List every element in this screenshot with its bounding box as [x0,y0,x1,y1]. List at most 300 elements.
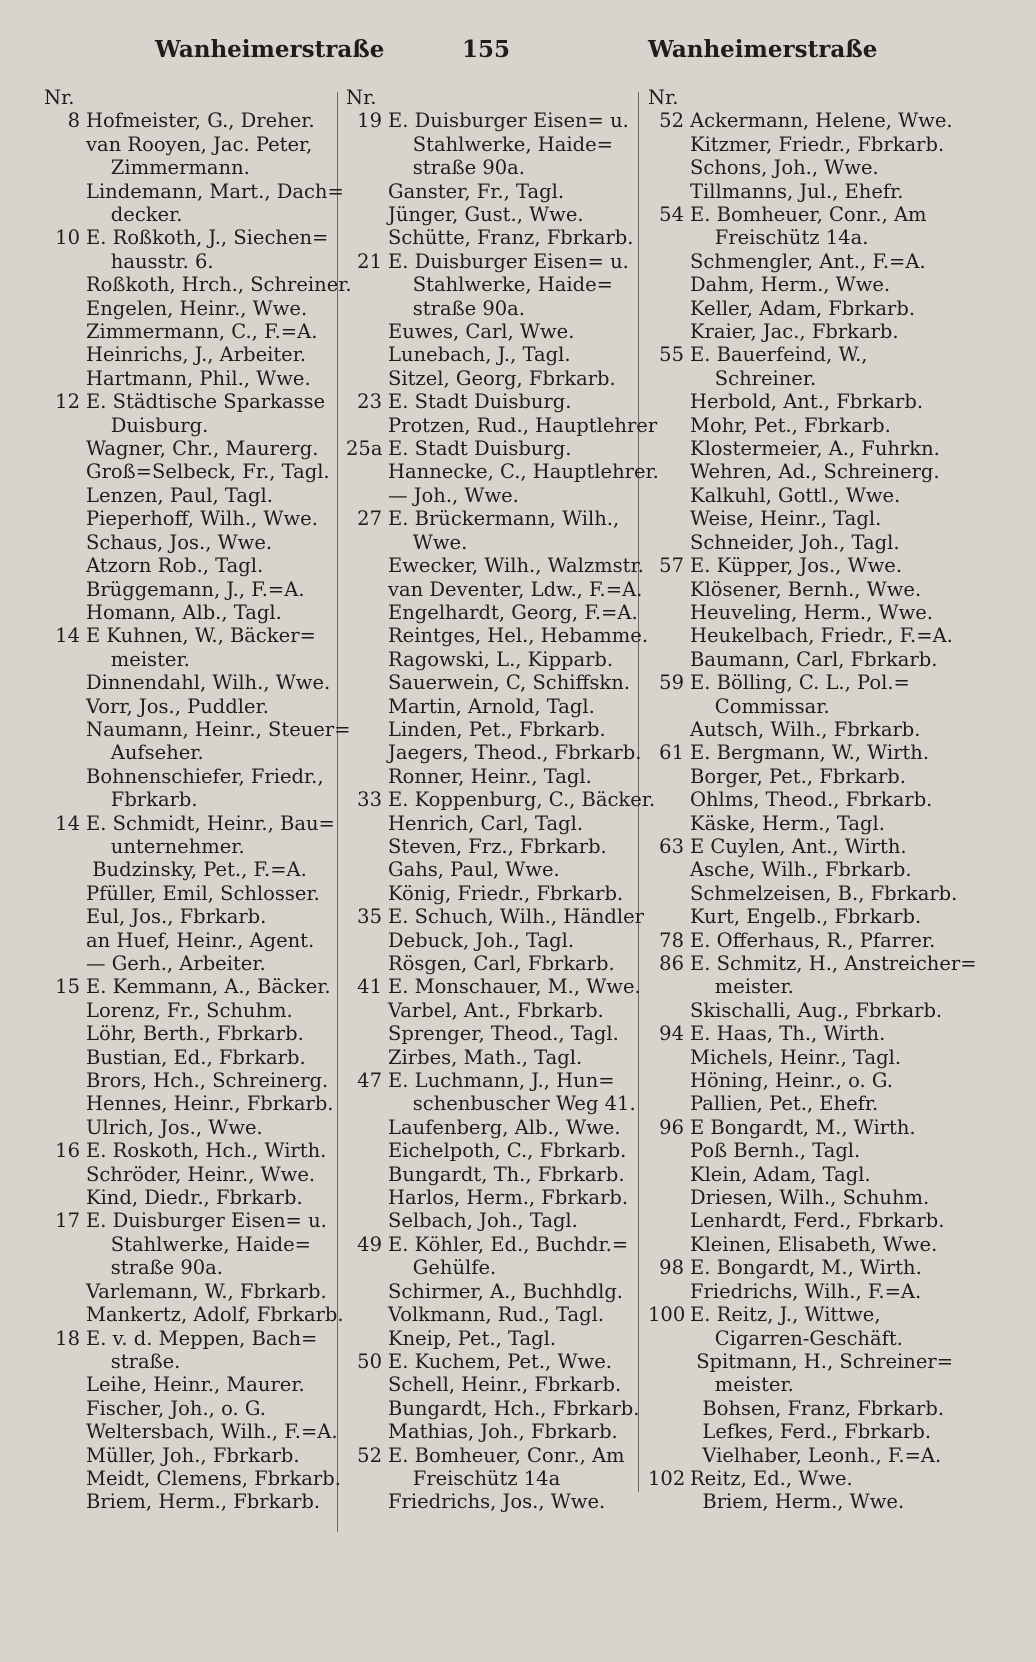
house-number [346,695,388,718]
directory-entry [648,1443,942,1467]
directory-entry [44,1466,341,1490]
resident-entry: Bungardt, Th., Fbrkarb. [388,1162,625,1186]
resident-entry: an Huef, Heinr., Agent. [86,928,315,952]
house-number: 14 [55,624,80,648]
directory-entry [346,1420,636,1443]
resident-entry: Klostermeier, A., Fuhrkn. [690,437,940,461]
resident-entry: Schreiner. [690,366,817,390]
directory-entry [346,624,649,648]
directory-entry [44,975,336,998]
resident-entry: Asche, Wilh., Fbrkarb. [690,858,912,882]
house-number [648,180,690,203]
house-number [648,1373,690,1396]
resident-entry: Budzinsky, Pet., F.=A. [86,858,307,882]
resident-entry: Schmengler, Ant., F.=A. [690,249,926,273]
resident-entry: meister. [690,975,794,999]
house-number [44,1444,86,1467]
directory-entry [44,1046,336,1069]
resident-entry: Selbach, Joh., Tagl. [388,1209,578,1233]
house-number: 47 [357,1069,382,1093]
directory-entry [44,390,336,413]
house-number: 14 [55,811,80,835]
house-number [44,414,86,437]
resident-entry: E. Roskoth, Hch., Wirth. [86,1139,327,1163]
house-number: 49 [357,1232,382,1256]
directory-entry [346,788,656,812]
house-number [346,1256,388,1279]
resident-entry: Hartmann, Phil., Wwe. [86,366,311,390]
resident-entry: Homann, Alb., Tagl. [86,600,282,624]
directory-entry [346,203,636,226]
resident-entry: Aufseher. [86,741,204,765]
resident-entry: Kleinen, Elisabeth, Wwe. [690,1232,938,1256]
directory-entry [44,367,336,390]
resident-entry: Kneip, Pet., Tagl. [388,1326,557,1350]
directory-entry [346,999,636,1022]
resident-entry: Reitz, Ed., Wwe. [690,1466,853,1490]
directory-entry [346,929,636,952]
resident-entry: hausstr. 6. [86,249,214,273]
house-number [648,765,690,788]
house-number: 100 [648,1303,686,1327]
resident-entry: Pieperhoff, Wilh., Wwe. [86,507,318,531]
house-number [44,1397,86,1420]
resident-entry: Lenhardt, Ferd., Fbrkarb. [690,1209,945,1233]
directory-entry [346,671,636,694]
resident-entry: E. Duisburger Eisen= u. [388,249,629,273]
directory-entry [44,882,336,905]
house-number [648,414,690,437]
resident-entry: Michels, Heinr., Tagl. [690,1045,902,1069]
house-number [346,1373,388,1396]
resident-entry: Kitzmer, Friedr., Fbrkarb. [690,132,945,156]
house-number: 12 [55,390,80,414]
directory-entry [346,109,636,132]
resident-entry: Herbold, Ant., Fbrkarb. [690,390,924,414]
resident-entry: E. Haas, Th., Wirth. [690,1022,886,1046]
resident-entry: Wehren, Ad., Schreinerg. [690,460,940,484]
resident-entry: meister. [86,647,190,671]
column-number-label: Nr. [44,86,75,109]
resident-entry: E. Offerhaus, R., Pfarrer. [690,928,936,952]
resident-entry: Löhr, Berth., Fbrkarb. [86,1022,304,1046]
house-number [648,788,690,811]
directory-entry [44,1209,336,1232]
house-number [44,554,86,577]
directory-entry [346,320,636,343]
directory-entry [346,1490,636,1513]
resident-entry: Spitmann, H., Schreiner= [690,1349,954,1373]
directory-entry [44,1116,336,1139]
house-number [44,1046,86,1069]
directory-entry [44,1139,336,1162]
directory-entry [44,484,336,507]
house-number [44,1116,86,1139]
directory-entry [648,998,943,1022]
resident-entry: Weise, Heinr., Tagl. [690,507,882,531]
resident-entry: straße 90a. [86,1256,223,1280]
resident-entry: Debuck, Joh., Tagl. [388,928,575,952]
house-number [648,1092,690,1115]
resident-entry: E. Bauerfeind, W., [690,343,868,367]
resident-entry: Hannecke, C., Hauptlehrer. [388,460,659,484]
resident-entry: E. Kemmann, A., Bäcker. [86,975,331,999]
house-number [346,133,388,156]
directory-entry [648,180,938,203]
house-number [648,601,690,624]
directory-entry [346,156,636,179]
resident-entry: E. Schmidt, Heinr., Bau= [86,811,335,835]
resident-entry: Eul, Jos., Fbrkarb. [86,905,267,929]
directory-entry [648,1163,938,1186]
resident-entry: Sprenger, Theod., Tagl. [388,1022,619,1046]
house-number: 102 [648,1466,686,1490]
directory-entry [346,1396,640,1420]
resident-entry: Mankertz, Adolf, Fbrkarb. [86,1303,344,1327]
house-number [44,273,86,296]
directory-entry [44,835,336,858]
house-number [44,367,86,390]
house-number [44,718,86,741]
house-number [44,133,86,156]
directory-entry [44,601,336,624]
resident-entry: Freischütz 14a. [690,226,869,250]
resident-entry: Heukelbach, Friedr., F.=A. [690,624,953,648]
resident-entry: Heinrichs, J., Arbeiter. [86,343,307,367]
house-number [648,1046,690,1069]
resident-entry: Zirbes, Math., Tagl. [388,1045,583,1069]
directory-entry [346,1046,636,1069]
house-number [44,788,86,811]
directory-entry [346,1139,636,1162]
directory-entry [648,578,938,601]
house-number [44,835,86,858]
resident-entry: Schneider, Joh., Tagl. [690,530,900,554]
directory-entry [648,905,938,928]
resident-entry: König, Friedr., Fbrkarb. [388,881,624,905]
resident-entry: Martin, Arnold, Tagl. [388,694,595,718]
directory-entry [44,1350,336,1373]
resident-entry: Henrich, Carl, Tagl. [388,811,584,835]
resident-entry: Engelhardt, Georg, F.=A. [388,600,638,624]
house-number [44,203,86,226]
house-number: 33 [357,788,382,812]
resident-entry: E. Koppenburg, C., Bäcker. [388,788,656,812]
directory-entry [346,554,644,578]
house-number [346,929,388,952]
house-number [44,437,86,460]
resident-entry: Fbrkarb. [86,788,198,812]
directory-entry [648,718,938,741]
house-number [648,1327,690,1350]
directory-entry [648,601,938,624]
house-number [44,695,86,718]
house-number [648,226,690,249]
directory-entry [648,812,938,835]
house-number [44,1092,86,1115]
directory-entry [346,1350,636,1373]
resident-entry: E. Duisburger Eisen= u. [388,109,629,133]
house-number [44,1163,86,1186]
directory-entry [44,648,336,671]
house-number [44,952,86,975]
resident-entry: Stahlwerke, Haide= [388,273,613,297]
resident-entry: Kurt, Engelb., Fbrkarb. [690,905,922,929]
resident-entry: E Cuylen, Ant., Wirth. [690,834,907,858]
resident-entry: Vorr, Jos., Puddler. [86,694,269,718]
column-number-label: Nr. [346,86,377,109]
directory-entry [346,460,659,484]
directory-entry [346,297,636,320]
resident-entry: Tillmanns, Jul., Ehefr. [690,179,904,203]
resident-entry: Schaus, Jos., Wwe. [86,530,273,554]
house-number [346,273,388,296]
directory-entry [648,109,953,133]
directory-entry [346,1256,636,1279]
house-number [648,1139,690,1162]
house-number: 19 [357,109,382,133]
directory-entry [44,1233,336,1256]
house-number [346,1186,388,1209]
directory-entry [346,1163,636,1186]
resident-entry: Driesen, Wilh., Schuhm. [690,1186,930,1210]
directory-entry [44,1163,336,1186]
house-number: 8 [67,109,80,133]
directory-entry [44,203,336,226]
directory-entry [346,1069,636,1092]
house-number: 96 [659,1115,684,1139]
house-number: 17 [55,1209,80,1233]
resident-entry: Friedrichs, Jos., Wwe. [388,1490,606,1514]
house-number [648,1233,690,1256]
resident-entry: E. Bölling, C. L., Pol.= [690,671,910,695]
directory-entry [648,952,977,976]
house-number: 41 [357,975,382,999]
resident-entry: Sauerwein, C, Schiffskn. [388,671,630,695]
directory-entry [648,484,938,507]
directory-entry [44,858,336,881]
resident-entry: Friedrichs, Wilh., F.=A. [690,1279,922,1303]
directory-entry [346,601,636,624]
house-number [44,648,86,671]
resident-entry: Keller, Adam, Fbrkarb. [690,296,916,320]
house-number [44,156,86,179]
house-number: 10 [55,226,80,250]
house-number [648,1350,690,1373]
directory-entry [648,367,938,390]
directory-entry [648,648,938,671]
resident-entry: van Deventer, Ldw., F.=A. [388,577,643,601]
directory-entry [44,1022,336,1045]
directory-entry [44,578,336,601]
house-number [44,601,86,624]
directory-entry [648,437,938,460]
house-number: 55 [659,343,684,367]
resident-entry: Groß=Selbeck, Fr., Tagl. [86,460,330,484]
directory-entry [44,1490,336,1513]
resident-entry: Roßkoth, Hrch., Schreiner. [86,273,352,297]
directory-entry [346,437,636,460]
resident-entry: E. Kuchem, Pet., Wwe. [388,1349,612,1373]
house-number [346,624,388,647]
resident-entry: Varlemann, W., Fbrkarb. [86,1279,327,1303]
directory-entry [648,203,938,226]
directory-entry [648,1092,938,1115]
directory-entry [44,1420,336,1443]
directory-entry [346,975,641,999]
directory-entry [648,624,953,648]
resident-entry: Stahlwerke, Haide= [388,132,613,156]
directory-entry [648,297,938,320]
house-number [44,320,86,343]
resident-entry: Schütte, Franz, Fbrkarb. [388,226,634,250]
directory-entry [44,1397,336,1420]
resident-entry: Lindemann, Mart., Dach= [86,179,344,203]
resident-entry: Müller, Joh., Fbrkarb. [86,1443,300,1467]
directory-entry [648,858,938,881]
directory-entry [346,507,636,530]
house-number [44,1373,86,1396]
house-number [346,1490,388,1513]
resident-entry: E. Städtische Sparkasse [86,390,326,414]
directory-entry [346,1373,636,1396]
resident-entry: Klein, Adam, Tagl. [690,1162,871,1186]
house-number: 25a [346,437,383,461]
house-number [44,905,86,928]
resident-entry: E. Bomheuer, Conr., Am [388,1443,625,1467]
house-number: 52 [357,1443,382,1467]
resident-entry: Kind, Diedr., Fbrkarb. [86,1186,303,1210]
directory-entry [44,226,336,249]
house-number [44,484,86,507]
header-street-right: Wanheimerstraße [648,36,878,63]
directory-entry [648,671,938,694]
house-number [346,1046,388,1069]
house-number: 21 [357,249,382,273]
resident-entry: Briem, Herm., Wwe. [690,1490,905,1514]
house-number [648,507,690,530]
directory-entry [346,1022,636,1045]
directory-entry [648,1303,938,1326]
directory-entry [346,882,636,905]
resident-entry: Leihe, Heinr., Maurer. [86,1373,305,1397]
directory-entry [648,788,938,811]
house-number [346,765,388,788]
resident-entry: unternehmer. [86,834,245,858]
resident-entry: E. Brückermann, Wilh., [388,507,620,531]
directory-entry [44,1256,336,1279]
page-number: 155 [462,36,511,63]
house-number [44,1467,86,1490]
resident-entry: Euwes, Carl, Wwe. [388,320,575,344]
house-number [648,1490,690,1513]
house-number [346,1280,388,1303]
house-number [648,882,690,905]
house-number [44,1490,86,1513]
directory-entry [44,999,336,1022]
house-number [44,765,86,788]
resident-entry: Ackermann, Helene, Wwe. [690,109,953,133]
house-number [44,1233,86,1256]
directory-entry [346,718,636,741]
directory-entry [648,975,938,998]
directory-entry [44,1303,344,1327]
resident-entry: E. Roßkoth, J., Siechen= [86,226,329,250]
resident-entry: Schmelzeisen, B., Fbrkarb. [690,881,958,905]
directory-entry [44,109,336,132]
house-number [648,718,690,741]
resident-entry: Atzorn Rob., Tagl. [86,554,264,578]
house-number [346,460,388,483]
house-number [648,1163,690,1186]
directory-entry [44,531,336,554]
house-number [346,882,388,905]
resident-entry: Mohr, Pet., Fbrkarb. [690,413,891,437]
directory-entry [648,226,938,249]
resident-entry: Hofmeister, G., Dreher. [86,109,315,133]
resident-entry: Varbel, Ant., Fbrkarb. [388,998,604,1022]
directory-entry [648,320,938,343]
house-number [346,1420,388,1443]
directory-entry [346,484,636,507]
directory-entry [346,1209,636,1232]
resident-entry: Dahm, Herm., Wwe. [690,273,891,297]
resident-entry: — Gerh., Arbeiter. [86,952,266,976]
resident-entry: Jaegers, Theod., Fbrkarb. [388,741,642,765]
directory-entry [648,531,938,554]
directory-entry [648,132,945,156]
house-number [44,578,86,601]
resident-entry: Brors, Hch., Schreinerg. [86,1069,329,1093]
house-number [44,250,86,273]
house-number [346,578,388,601]
resident-entry: Baumann, Carl, Fbrkarb. [690,647,938,671]
resident-entry: E. Stadt Duisburg. [388,437,572,461]
house-number [346,297,388,320]
directory-entry [648,1022,938,1045]
directory-entry [44,1186,336,1209]
resident-entry: E Kuhnen, W., Bäcker= [86,624,316,648]
resident-entry: Dinnendahl, Wilh., Wwe. [86,671,331,695]
resident-entry: Poß Bernh., Tagl. [690,1139,861,1163]
directory-entry [648,250,938,273]
house-number [44,1280,86,1303]
directory-entry [44,297,336,320]
directory-entry [648,554,938,577]
resident-entry: Bustian, Ed., Fbrkarb. [86,1045,306,1069]
directory-entry [648,1420,938,1443]
directory-entry [346,531,636,554]
directory-entry [648,1186,938,1209]
house-number [44,1420,86,1443]
directory-entry [44,507,336,530]
resident-entry: Engelen, Heinr., Wwe. [86,296,308,320]
resident-entry: Borger, Pet., Fbrkarb. [690,764,906,788]
house-number: 15 [55,975,80,999]
resident-entry: Steven, Frz., Fbrkarb. [388,834,607,858]
directory-entry [44,343,336,366]
house-number [44,858,86,881]
directory-entry [648,1467,938,1490]
resident-entry: straße 90a. [388,296,525,320]
directory-entry [346,133,636,156]
house-number [44,343,86,366]
directory-entry [346,1233,636,1256]
directory-entry [346,343,636,366]
house-number [44,1022,86,1045]
resident-entry: E. Bongardt, M., Wirth. [690,1256,922,1280]
directory-entry [44,320,336,343]
